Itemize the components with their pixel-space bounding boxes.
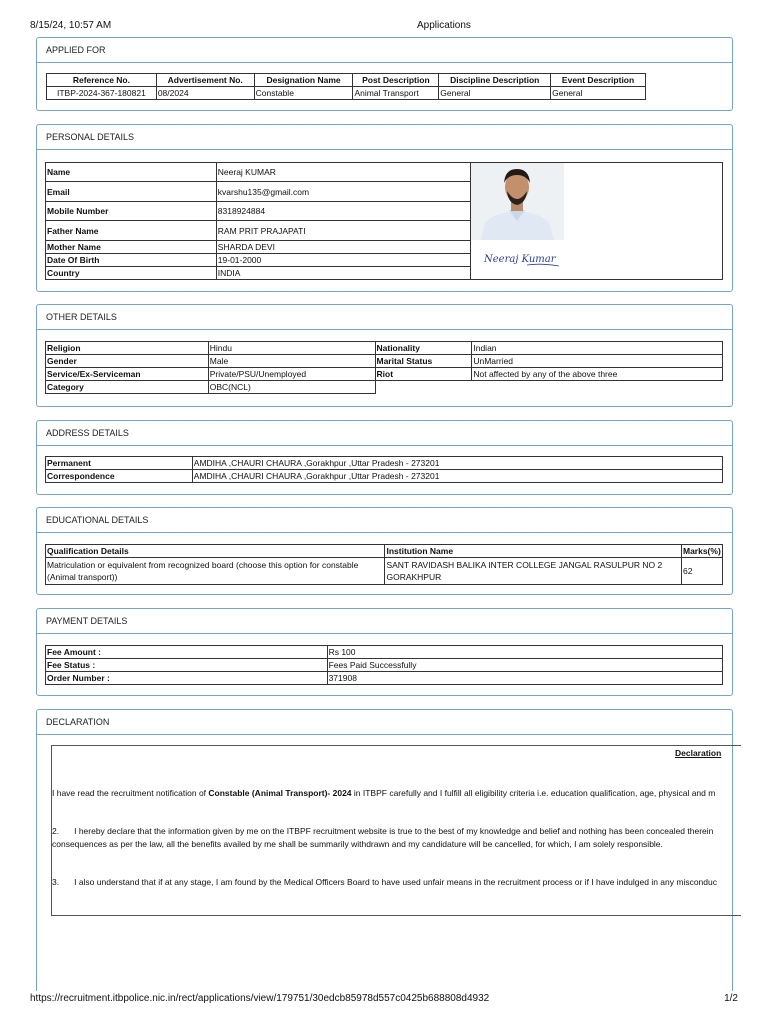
col-event-description: Event Description xyxy=(551,74,646,87)
dob-label: Date Of Birth xyxy=(46,254,217,267)
print-datetime: 8/15/24, 10:57 AM xyxy=(30,20,112,31)
table-row xyxy=(46,672,723,685)
declaration-post-name: Constable (Animal Transport)- 2024 xyxy=(208,788,352,798)
gender-label: Gender xyxy=(46,355,209,368)
email-label: Email xyxy=(46,182,217,202)
service-label: Service/Ex-Serviceman xyxy=(46,368,209,381)
order-number-value: 371908 xyxy=(327,672,722,685)
declaration-para-1 xyxy=(52,788,715,798)
name-label: Name xyxy=(46,163,217,182)
designation-name-value: Constable xyxy=(254,87,353,100)
educational-details-table xyxy=(45,544,723,585)
table-row xyxy=(46,659,723,672)
declaration-title: Declaration xyxy=(675,748,722,758)
correspondence-address-value: AMDIHA ,CHAURI CHAURA ,Gorakhpur ,Uttar Pradesh - 273201 xyxy=(192,470,722,483)
category-label: Category xyxy=(46,381,209,394)
applicant-signature xyxy=(471,242,564,276)
col-qualification: Qualification Details xyxy=(46,545,385,558)
gender-value: Male xyxy=(208,355,375,368)
institution-line-2: GORAKHPUR xyxy=(386,572,442,582)
table-header-row xyxy=(47,74,646,87)
payment-details-heading: PAYMENT DETAILS xyxy=(37,609,732,634)
permanent-address-value: AMDIHA ,CHAURI CHAURA ,Gorakhpur ,Uttar Pradesh - 273201 xyxy=(192,457,722,470)
print-page-title: Applications xyxy=(417,20,471,31)
empty-cell xyxy=(375,381,723,394)
fee-amount-value: Rs 100 xyxy=(327,646,722,659)
religion-value: Hindu xyxy=(208,342,375,355)
col-advertisement-no: Advertisement No. xyxy=(156,74,254,87)
marital-status-label: Marital Status xyxy=(375,355,472,368)
applied-for-heading: APPLIED FOR xyxy=(37,38,732,63)
table-row xyxy=(46,163,723,182)
table-row xyxy=(46,470,723,483)
col-designation-name: Designation Name xyxy=(254,74,353,87)
col-post-description: Post Description xyxy=(353,74,439,87)
declaration-para-3 xyxy=(52,877,717,887)
print-header xyxy=(30,20,738,32)
declaration-heading: DECLARATION xyxy=(37,710,732,735)
applicant-photo xyxy=(471,163,564,240)
address-details-heading: ADDRESS DETAILS xyxy=(37,421,732,446)
marital-status-value: UnMarried xyxy=(472,355,723,368)
other-details-table xyxy=(45,341,723,394)
reference-no-value: ITBP-2024-367-180821 xyxy=(47,87,157,100)
nationality-label: Nationality xyxy=(375,342,472,355)
qualification-value xyxy=(46,558,385,585)
col-discipline-description: Discipline Description xyxy=(439,74,551,87)
fee-status-value: Fees Paid Successfully xyxy=(327,659,722,672)
category-value: OBC(NCL) xyxy=(208,381,375,394)
table-row xyxy=(46,457,723,470)
declaration-box xyxy=(51,745,741,916)
declaration-para-2 xyxy=(52,826,713,836)
religion-label: Religion xyxy=(46,342,209,355)
country-label: Country xyxy=(46,267,217,280)
permanent-address-label: Permanent xyxy=(46,457,193,470)
nationality-value: Indian xyxy=(472,342,723,355)
discipline-description-value: General xyxy=(439,87,551,100)
mother-name-value: SHARDA DEVI xyxy=(216,241,471,254)
correspondence-address-label: Correspondence xyxy=(46,470,193,483)
declaration-para-2-line-1: I hereby declare that the information given by me on the ITBPF recruitment website is true to the best of my knowledge and belief and nothing has been concealed therein xyxy=(74,826,714,836)
personal-details-table xyxy=(45,162,723,280)
col-institution: Institution Name xyxy=(385,545,682,558)
post-description-value: Animal Transport xyxy=(353,87,439,100)
table-row xyxy=(46,381,723,394)
qualification-line-2: (Animal transport)) xyxy=(47,572,118,582)
mobile-label: Mobile Number xyxy=(46,202,217,221)
advertisement-no-value: 08/2024 xyxy=(156,87,254,100)
declaration-para-1-text: I have read the recruitment notification of xyxy=(52,788,209,798)
table-row xyxy=(46,558,723,585)
declaration-para-1-rest: in ITBPF carefully and I fulfill all eligibility criteria i.e. education qualification, age, physical and m xyxy=(351,788,716,798)
signature-text: Neeraj Kumar xyxy=(484,254,556,265)
applied-for-table xyxy=(46,73,646,100)
address-details-table xyxy=(45,456,723,483)
institution-line-1: SANT RAVIDASH BALIKA INTER COLLEGE JANGAL RASULPUR NO 2 xyxy=(386,560,663,570)
mother-name-label: Mother Name xyxy=(46,241,217,254)
marks-value: 62 xyxy=(681,558,722,585)
table-row xyxy=(46,646,723,659)
page-url: https://recruitment.itbpolice.nic.in/rect/applications/view/179751/30edcb85978d557c0425b688808d4932 xyxy=(30,993,490,1004)
order-number-label: Order Number : xyxy=(46,672,328,685)
riot-value: Not affected by any of the above three xyxy=(472,368,723,381)
institution-value xyxy=(385,558,682,585)
educational-details-heading: EDUCATIONAL DETAILS xyxy=(37,508,732,533)
dob-value: 19-01-2000 xyxy=(216,254,471,267)
table-row xyxy=(47,87,646,100)
table-row xyxy=(46,355,723,368)
name-value: Neeraj KUMAR xyxy=(216,163,471,182)
table-row xyxy=(46,368,723,381)
email-value: kvarshu135@gmail.com xyxy=(216,182,471,202)
event-description-value: General xyxy=(551,87,646,100)
col-reference-no: Reference No. xyxy=(47,74,157,87)
table-row xyxy=(46,342,723,355)
print-footer xyxy=(30,993,738,1005)
father-name-label: Father Name xyxy=(46,221,217,241)
fee-amount-label: Fee Amount : xyxy=(46,646,328,659)
service-value: Private/PSU/Unemployed xyxy=(208,368,375,381)
mobile-value: 8318924884 xyxy=(216,202,471,221)
declaration-para-3-line-1: I also understand that if at any stage, I am found by the Medical Officers Board to have used unfair means in the recruitment process or if I have indulged in any misconduc xyxy=(74,877,717,887)
table-header-row xyxy=(46,545,723,558)
personal-details-heading: PERSONAL DETAILS xyxy=(37,125,732,150)
other-details-heading: OTHER DETAILS xyxy=(37,305,732,330)
col-marks: Marks(%) xyxy=(682,546,721,556)
father-name-value: RAM PRIT PRAJAPATI xyxy=(216,221,471,241)
fee-status-label: Fee Status : xyxy=(46,659,328,672)
qualification-line-1: Matriculation or equivalent from recognized board (choose this option for constable xyxy=(47,560,359,570)
page-number: 1/2 xyxy=(724,993,738,1004)
payment-details-table xyxy=(45,645,723,685)
declaration-para-2-number: 2. xyxy=(52,826,60,836)
declaration-para-2-line-2: consequences as per the law, all the benefits availed by me shall be summarily withdrawn and my candidature will be cancelled, for which, I am solely responsible. xyxy=(52,839,663,849)
riot-label: Riot xyxy=(375,368,472,381)
country-value: INDIA xyxy=(216,267,471,280)
declaration-para-3-number: 3. xyxy=(52,877,60,887)
